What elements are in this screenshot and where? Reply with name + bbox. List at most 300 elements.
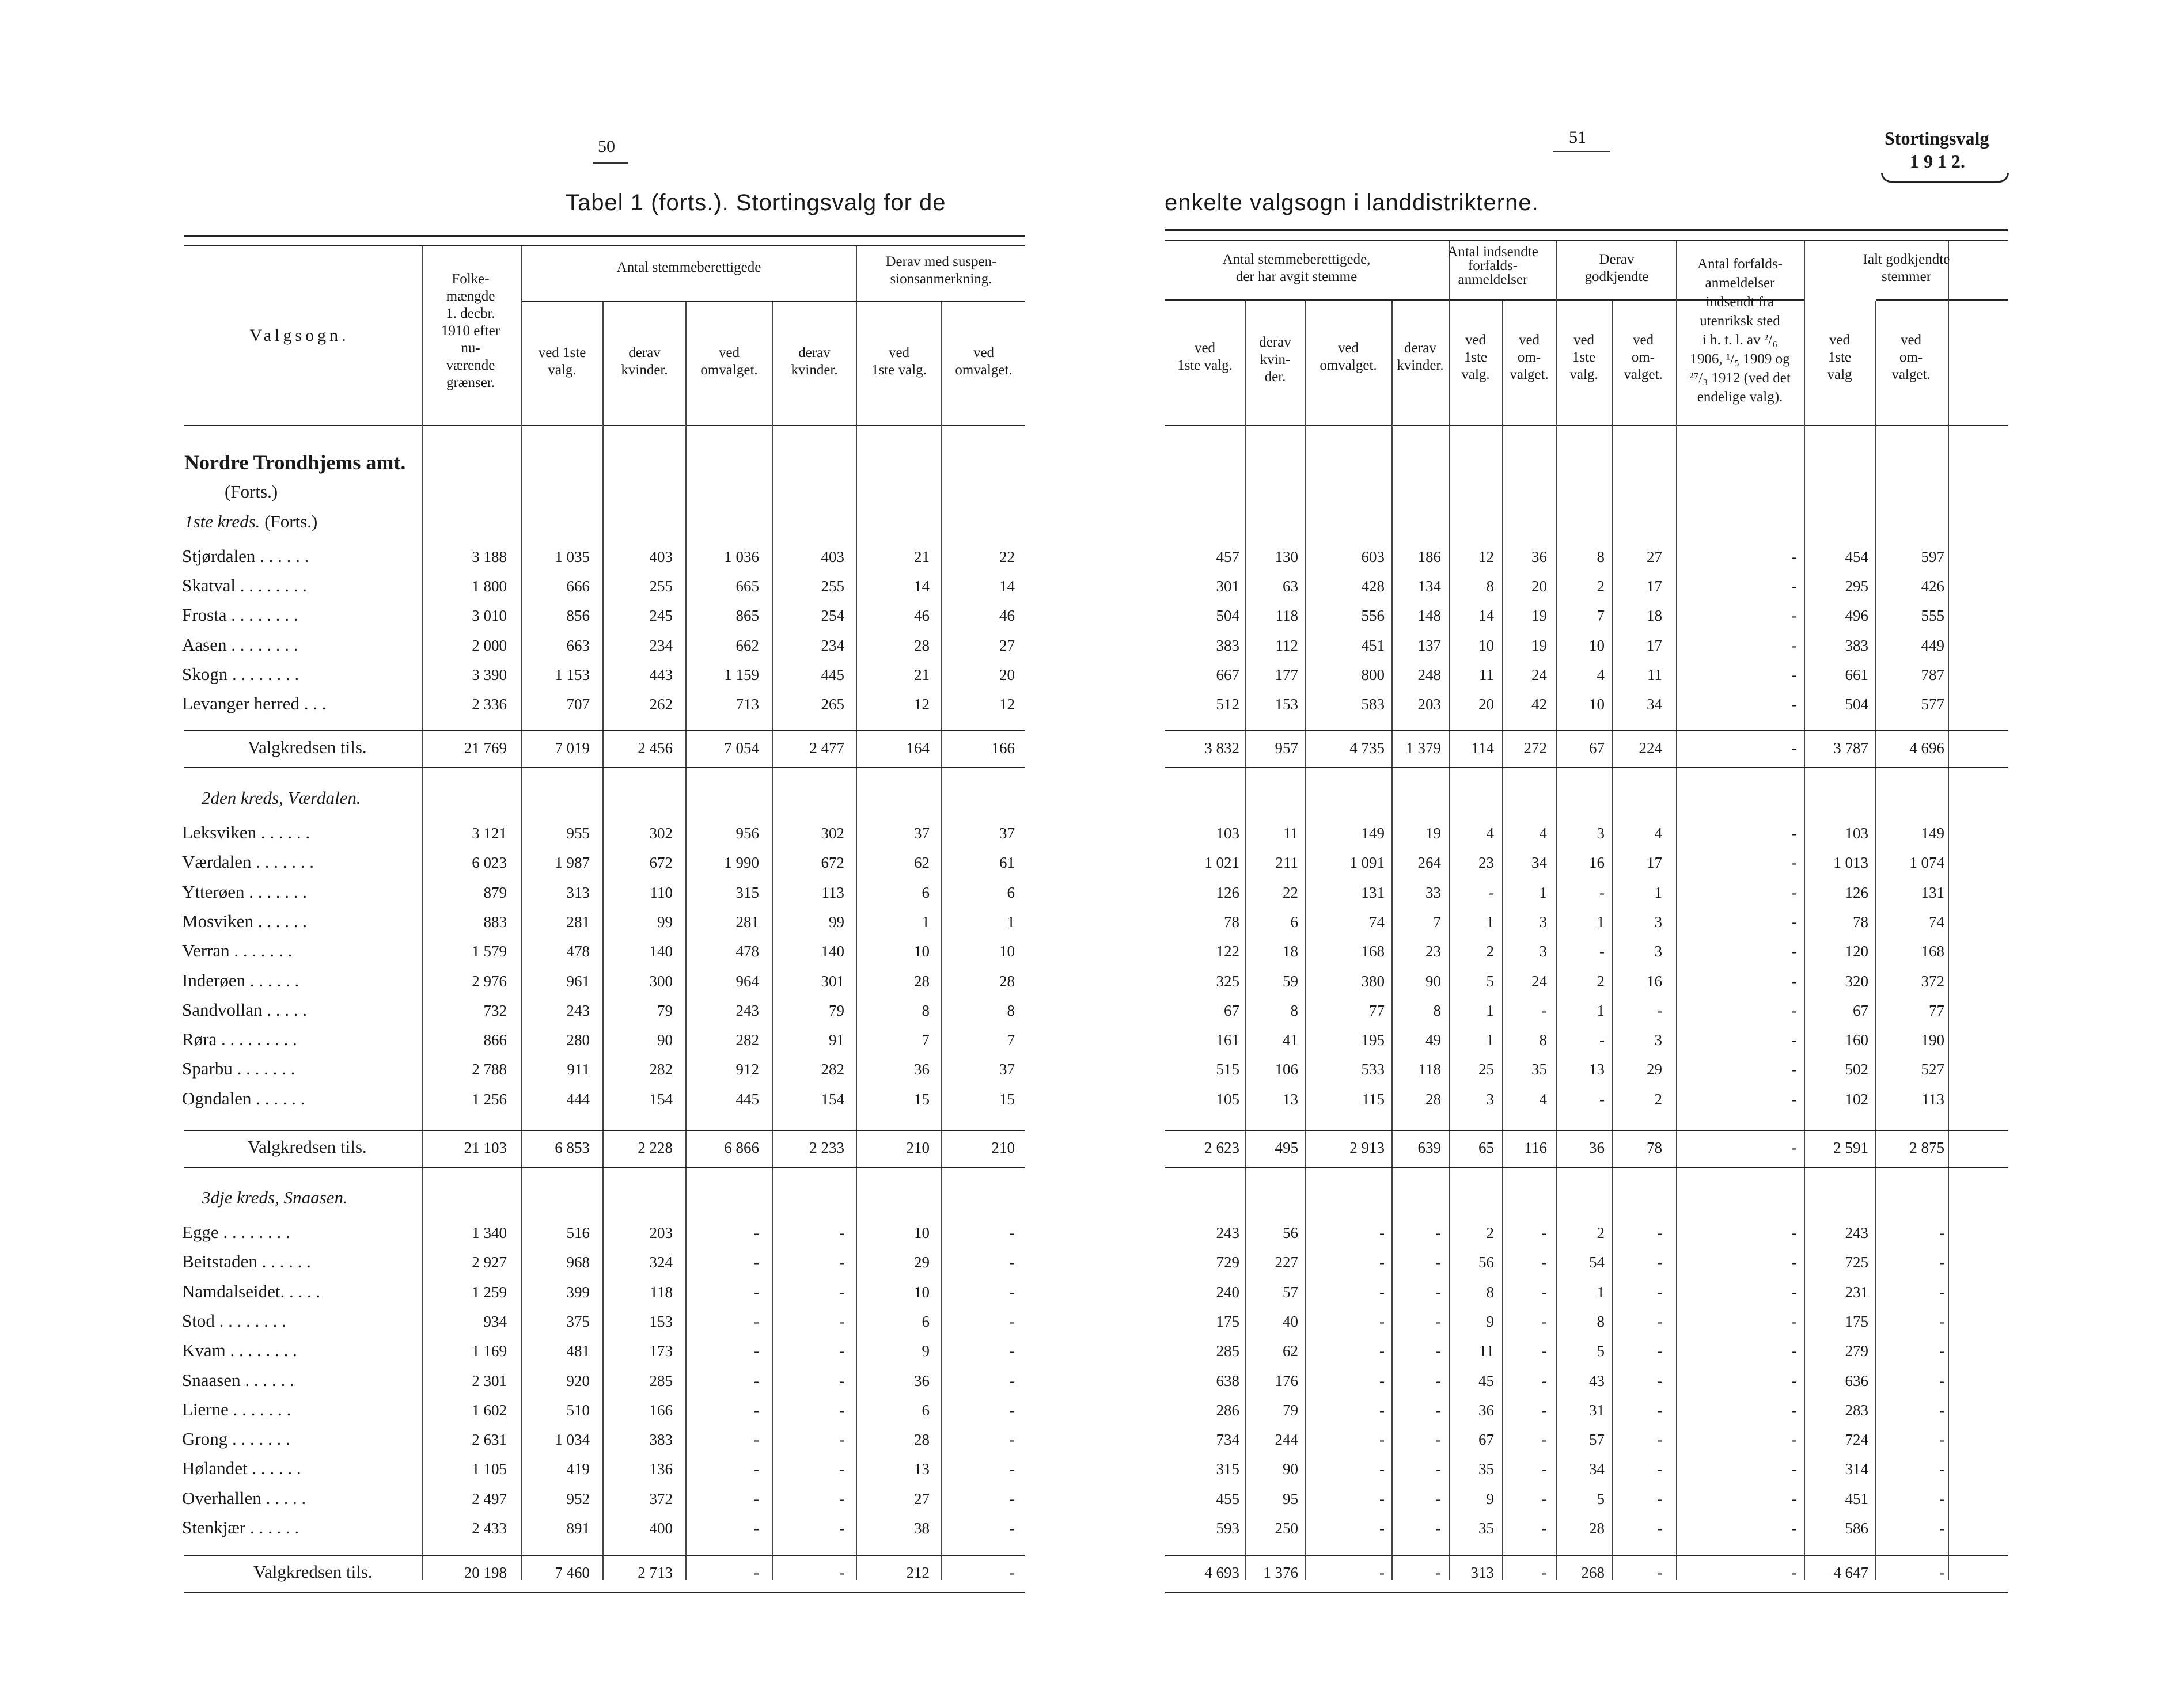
table-cell: 9 [1486, 1490, 1494, 1508]
top-rule-thin-right [1165, 240, 2008, 241]
total-cell: 67 [1589, 739, 1605, 757]
table-cell: 504 [1216, 607, 1239, 625]
table-cell: - [1792, 548, 1797, 565]
header-line: derav [1259, 335, 1291, 350]
table-cell: 99 [829, 913, 844, 931]
row-label: Ogndalen . . . . . . [182, 1088, 305, 1108]
header-line: stemmer [1881, 269, 1932, 284]
table-cell: 866 [483, 1031, 507, 1049]
table-cell: - [1792, 1401, 1797, 1419]
table-cell: 638 [1216, 1372, 1239, 1389]
total-cell: 957 [1275, 739, 1298, 757]
table-cell: - [1657, 1283, 1662, 1301]
total-cell: 4 735 [1349, 739, 1385, 757]
total-cell: - [1436, 1564, 1441, 1581]
total-cell: 4 647 [1833, 1564, 1868, 1581]
table-cell: 12 [1478, 548, 1494, 565]
table-cell: 154 [649, 1090, 673, 1108]
table-cell: 5 [1486, 972, 1494, 990]
table-cell: 481 [566, 1342, 590, 1360]
header-line: ved [1194, 340, 1216, 356]
table-cell: - [1436, 1520, 1441, 1537]
table-cell: - [1542, 1342, 1547, 1360]
table-cell: 22 [999, 548, 1015, 565]
table-cell: - [1542, 1490, 1547, 1508]
table-cell: 103 [1845, 825, 1868, 842]
table-cell: 14 [999, 578, 1015, 595]
table-cell: 496 [1845, 607, 1868, 625]
table-cell: - [839, 1490, 844, 1508]
table-cell: 444 [566, 1090, 590, 1108]
table-cell: 140 [821, 943, 844, 960]
table-cell: 195 [1361, 1031, 1385, 1049]
total-cell: 210 [991, 1139, 1015, 1156]
table-cell: - [754, 1490, 759, 1508]
section-end-rule [1165, 767, 2008, 768]
table-cell: 2 [1597, 578, 1605, 595]
table-cell: - [1939, 1342, 1944, 1360]
table-cell: - [1657, 1490, 1662, 1508]
table-cell: - [754, 1372, 759, 1389]
header-ved-omvalget [687, 344, 772, 379]
table-cell: - [1010, 1431, 1015, 1449]
section-end-rule [184, 767, 1025, 768]
total-cell: 2 713 [638, 1564, 673, 1581]
total-cell: - [1379, 1564, 1385, 1581]
total-cell: - [1542, 1564, 1547, 1581]
table-cell: - [1436, 1431, 1441, 1449]
header-line: der. [1264, 369, 1286, 385]
table-cell: 661 [1845, 666, 1868, 684]
table-cell: 126 [1845, 883, 1868, 901]
column-rule [941, 302, 942, 1580]
table-cell: 515 [1216, 1061, 1239, 1079]
table-cell: - [1436, 1254, 1441, 1271]
table-cell: 955 [566, 825, 590, 842]
table-cell: - [1792, 854, 1797, 872]
table-cell: 243 [1216, 1224, 1239, 1241]
header-line: 1ste [1572, 350, 1596, 365]
table-cell: 1 259 [472, 1283, 507, 1301]
table-cell: 13 [1589, 1061, 1605, 1079]
total-cell: 36 [1589, 1139, 1605, 1156]
column-rule [1245, 301, 1246, 1580]
table-cell: 2 [1654, 1090, 1662, 1108]
header-line: 1ste valg. [1177, 358, 1233, 373]
table-cell: - [1939, 1431, 1944, 1449]
table-cell: - [1792, 1254, 1797, 1271]
row-label: Verran . . . . . . . [182, 940, 293, 961]
table-cell: 5 [1597, 1342, 1605, 1360]
header-line: valg. [1461, 367, 1490, 382]
table-cell: 6 [922, 1312, 930, 1330]
table-cell: - [1436, 1490, 1441, 1508]
table-cell: 320 [1845, 972, 1868, 990]
total-cell: 313 [1470, 1564, 1494, 1581]
table-cell: 8 [1539, 1031, 1547, 1049]
table-cell: - [1379, 1520, 1385, 1537]
table-cell: 23 [1425, 943, 1441, 960]
table-cell: 20 [1531, 578, 1547, 595]
table-cell: 18 [1647, 607, 1662, 625]
header-line: Derav [1599, 252, 1635, 267]
header-ialt-godkjendte [1805, 251, 2008, 286]
total-cell: 2 591 [1833, 1139, 1868, 1156]
table-cell: 77 [1369, 1001, 1385, 1019]
table-cell: 99 [657, 913, 673, 931]
table-cell: 19 [1531, 607, 1547, 625]
table-cell: 254 [821, 607, 844, 625]
table-cell: - [1436, 1312, 1441, 1330]
header-line: ²⁷/₃ 1912 (ved det [1689, 370, 1791, 386]
table-cell: 2 927 [472, 1254, 507, 1271]
table-cell: 24 [1531, 972, 1547, 990]
table-cell: 636 [1845, 1372, 1868, 1389]
section-end-rule [184, 1592, 1025, 1593]
header-line: værende [446, 358, 495, 373]
table-cell: 1 987 [555, 854, 590, 872]
table-cell: 176 [1275, 1372, 1298, 1389]
table-cell: - [1792, 1312, 1797, 1330]
table-cell: 118 [650, 1283, 673, 1301]
table-cell: 175 [1216, 1312, 1239, 1330]
table-cell: 57 [1589, 1431, 1605, 1449]
total-cell: 65 [1478, 1139, 1494, 1156]
table-cell: 1 105 [472, 1460, 507, 1478]
table-cell: 8 [1290, 1001, 1298, 1019]
table-cell: 106 [1275, 1061, 1298, 1079]
table-cell: 62 [914, 854, 930, 872]
table-cell: 78 [1853, 913, 1868, 931]
table-cell: - [1792, 972, 1797, 990]
table-cell: 667 [1216, 666, 1239, 684]
table-cell: 35 [1478, 1460, 1494, 1478]
table-cell: 56 [1283, 1224, 1298, 1241]
table-cell: 15 [999, 1090, 1015, 1108]
table-cell: 383 [1216, 636, 1239, 654]
table-cell: 583 [1361, 696, 1385, 713]
row-label: Skogn . . . . . . . . [182, 663, 299, 684]
header-line: derav [1404, 340, 1436, 356]
table-cell: 1 579 [472, 943, 507, 960]
table-cell: - [754, 1312, 759, 1330]
table-cell: 136 [649, 1460, 673, 1478]
header-derav-kvinder-2 [773, 344, 856, 379]
table-cell: 154 [821, 1090, 844, 1108]
table-cell: 968 [566, 1254, 590, 1271]
table-cell: - [1599, 943, 1605, 960]
table-cell: 455 [1216, 1490, 1239, 1508]
table-cell: 1 159 [724, 666, 759, 684]
table-cell: 1 [1486, 1001, 1494, 1019]
table-cell: 1 602 [472, 1401, 507, 1419]
table-cell: 34 [1531, 854, 1547, 872]
page-number-right: 51 [1569, 128, 1586, 147]
row-label: Stenkjær . . . . . . [182, 1517, 299, 1537]
table-cell: 856 [566, 607, 590, 625]
header-line: omvalget. [955, 362, 1013, 378]
table-cell: 36 [1478, 1401, 1494, 1419]
table-cell: - [754, 1401, 759, 1419]
header-derav-kvinder [604, 344, 685, 379]
table-cell: 1 800 [472, 578, 507, 595]
table-cell: 40 [1283, 1312, 1298, 1330]
total-rule [184, 730, 1025, 731]
table-cell: - [839, 1460, 844, 1478]
table-cell: 315 [1216, 1460, 1239, 1478]
header-r-indsendt-om [1502, 332, 1556, 384]
header-r-ialt-1ste [1804, 332, 1875, 384]
table-cell: 177 [1275, 666, 1298, 684]
table-cell: 37 [914, 825, 930, 842]
table-cell: 6 [1007, 883, 1015, 901]
table-cell: - [1792, 913, 1797, 931]
table-cell: - [1379, 1312, 1385, 1330]
table-cell: 4 [1486, 825, 1494, 842]
table-cell: 6 [1290, 913, 1298, 931]
table-cell: - [1379, 1224, 1385, 1241]
year-brace [1881, 173, 2009, 183]
row-label: Ytterøen . . . . . . . [182, 881, 307, 902]
header-line: mængde [446, 288, 495, 304]
table-cell: 666 [566, 578, 590, 595]
row-label: Beitstaden . . . . . . [182, 1251, 311, 1272]
table-cell: 11 [1647, 666, 1662, 684]
table-cell: 3 [1486, 1090, 1494, 1108]
total-cell: 3 832 [1204, 739, 1239, 757]
table-cell: - [1939, 1372, 1944, 1389]
header-forfaldsanmeldelser [1676, 255, 1804, 407]
table-cell: 912 [735, 1061, 759, 1079]
table-cell: 2 301 [472, 1372, 507, 1389]
table-cell: - [754, 1224, 759, 1241]
table-cell: 1 091 [1349, 854, 1385, 872]
table-cell: 19 [1425, 825, 1441, 842]
table-cell: 173 [649, 1342, 673, 1360]
header-r-indsendt-1ste [1449, 332, 1502, 384]
table-cell: 153 [1275, 696, 1298, 713]
column-rule [772, 302, 773, 1580]
column-rule [1556, 241, 1557, 1580]
section-end-rule [1165, 1167, 2008, 1168]
table-cell: 383 [649, 1431, 673, 1449]
table-cell: - [1599, 1031, 1605, 1049]
table-cell: 419 [566, 1460, 590, 1478]
table-cell: 105 [1216, 1090, 1239, 1108]
total-cell: 2 477 [809, 739, 844, 757]
header-line: kvinder. [1397, 358, 1444, 373]
table-cell: - [839, 1372, 844, 1389]
table-cell: 10 [914, 1283, 930, 1301]
row-label: Inderøen . . . . . . [182, 970, 299, 990]
table-cell: 190 [1921, 1031, 1944, 1049]
table-cell: 295 [1845, 578, 1868, 595]
total-rule [184, 1555, 1025, 1556]
table-cell: 2 [1486, 943, 1494, 960]
table-cell: - [1010, 1342, 1015, 1360]
table-cell: 14 [1478, 607, 1494, 625]
header-line: grænser. [446, 375, 495, 390]
column-rule [685, 302, 687, 1580]
row-label: Hølandet . . . . . . [182, 1458, 301, 1479]
table-cell: 1 013 [1833, 854, 1868, 872]
table-cell: - [1939, 1254, 1944, 1271]
header-antal-stemmeberettigede: Antal stemmeberettigede [616, 260, 761, 275]
table-cell: 175 [1845, 1312, 1868, 1330]
header-line: valget. [1891, 367, 1931, 382]
table-cell: 9 [922, 1342, 930, 1360]
table-cell: 443 [649, 666, 673, 684]
column-rule [1676, 241, 1677, 1580]
table-cell: 11 [1479, 1342, 1494, 1360]
table-cell: - [1010, 1490, 1015, 1508]
table-cell: 20 [999, 666, 1015, 684]
section-title-forts: (Forts.) [264, 511, 318, 531]
row-label: Sandvollan . . . . . [182, 999, 307, 1020]
table-cell: 400 [649, 1520, 673, 1537]
table-cell: 29 [914, 1254, 930, 1271]
row-label: Grong . . . . . . . [182, 1429, 290, 1449]
table-cell: 168 [1921, 943, 1944, 960]
table-cell: 13 [914, 1460, 930, 1478]
table-cell: 231 [1845, 1283, 1868, 1301]
total-cell: 116 [1524, 1139, 1547, 1156]
row-label: Skatval . . . . . . . . [182, 575, 307, 596]
table-cell: - [1379, 1431, 1385, 1449]
table-cell: - [1792, 1431, 1797, 1449]
table-cell: 79 [657, 1001, 673, 1019]
row-label: Sparbu . . . . . . . [182, 1058, 295, 1079]
table-cell: 67 [1478, 1431, 1494, 1449]
table-cell: 250 [1275, 1520, 1298, 1537]
table-cell: 285 [649, 1372, 673, 1389]
total-cell: - [754, 1564, 759, 1581]
table-cell: 665 [735, 578, 759, 595]
table-cell: 445 [735, 1090, 759, 1108]
table-cell: 403 [821, 548, 844, 565]
table-cell: 8 [1597, 1312, 1605, 1330]
table-cell: - [1792, 1061, 1797, 1079]
table-cell: 4 [1597, 666, 1605, 684]
table-cell: 59 [1283, 972, 1298, 990]
total-cell: 21 103 [464, 1139, 507, 1156]
table-cell: 122 [1216, 943, 1239, 960]
table-cell: 62 [1283, 1342, 1298, 1360]
table-cell: 383 [1845, 636, 1868, 654]
table-cell: 33 [1425, 883, 1441, 901]
table-cell: 103 [1216, 825, 1239, 842]
total-cell: 2 233 [809, 1139, 844, 1156]
table-cell: 248 [1417, 666, 1441, 684]
table-cell: 28 [914, 1431, 930, 1449]
table-cell: 713 [735, 696, 759, 713]
total-cell: 495 [1275, 1139, 1298, 1156]
table-cell: - [1657, 1312, 1662, 1330]
row-label: Snaasen . . . . . . [182, 1369, 294, 1390]
table-cell: 11 [1283, 825, 1298, 842]
column-rule [1502, 301, 1503, 1580]
table-cell: - [1939, 1490, 1944, 1508]
table-cell: 301 [821, 972, 844, 990]
table-cell: 1 [1597, 913, 1605, 931]
table-cell: 10 [914, 1224, 930, 1241]
header-line: Derav med suspen- [885, 254, 997, 269]
table-cell: 31 [1589, 1401, 1605, 1419]
table-cell: 4 [1539, 825, 1547, 842]
table-cell: 36 [914, 1061, 930, 1079]
table-cell: 28 [914, 972, 930, 990]
column-rule [422, 246, 423, 1580]
table-cell: - [1792, 1490, 1797, 1508]
header-line: valg. [1569, 367, 1598, 382]
table-cell: 12 [914, 696, 930, 713]
table-cell: 264 [1417, 854, 1441, 872]
table-cell: 285 [1216, 1342, 1239, 1360]
table-cell: 21 [914, 666, 930, 684]
table-cell: 43 [1589, 1372, 1605, 1389]
table-cell: 35 [1531, 1061, 1547, 1079]
table-cell: - [1657, 1254, 1662, 1271]
table-cell: 2 976 [472, 972, 507, 990]
table-cell: 2 336 [472, 696, 507, 713]
table-cell: 375 [566, 1312, 590, 1330]
table-cell: 16 [1589, 854, 1605, 872]
table-cell: - [839, 1342, 844, 1360]
table-cell: 90 [1425, 972, 1441, 990]
table-cell: 9 [1486, 1312, 1494, 1330]
table-cell: - [1792, 1342, 1797, 1360]
table-cell: 23 [1478, 854, 1494, 872]
table-cell: 280 [566, 1031, 590, 1049]
table-cell: - [1379, 1401, 1385, 1419]
total-cell: - [1657, 1564, 1662, 1581]
table-cell: 24 [1531, 666, 1547, 684]
table-cell: - [839, 1224, 844, 1241]
table-cell: 1 035 [555, 548, 590, 565]
table-cell: 934 [483, 1312, 507, 1330]
total-cell: 4 696 [1909, 739, 1944, 757]
table-cell: 516 [566, 1224, 590, 1241]
table-cell: 672 [821, 854, 844, 872]
table-cell: 279 [1845, 1342, 1868, 1360]
table-cell: - [1542, 1312, 1547, 1330]
total-cell: 272 [1523, 739, 1547, 757]
table-cell: 110 [650, 883, 673, 901]
total-cell: - [1939, 1564, 1944, 1581]
table-cell: - [839, 1401, 844, 1419]
table-cell: 36 [1531, 548, 1547, 565]
header-line: 1. decbr. [446, 306, 495, 321]
table-cell: 911 [567, 1061, 590, 1079]
table-cell: 324 [649, 1254, 673, 1271]
header-line: valg. [548, 362, 577, 378]
table-cell: 282 [735, 1031, 759, 1049]
table-cell: - [1542, 1224, 1547, 1241]
table-cell: 577 [1921, 696, 1944, 713]
table-cell: - [1657, 1431, 1662, 1449]
header-line: Ialt godkjendte [1863, 252, 1950, 267]
right-page [1092, 0, 2184, 1701]
table-cell: 19 [1531, 636, 1547, 654]
table-cell: 45 [1478, 1372, 1494, 1389]
table-cell: 8 [1433, 1001, 1441, 1019]
table-cell: 42 [1531, 696, 1547, 713]
total-cell: 4 693 [1204, 1564, 1239, 1581]
table-cell: 8 [1007, 1001, 1015, 1019]
table-cell: 4 [1654, 825, 1662, 842]
table-cell: - [1010, 1401, 1015, 1419]
table-cell: 140 [649, 943, 673, 960]
